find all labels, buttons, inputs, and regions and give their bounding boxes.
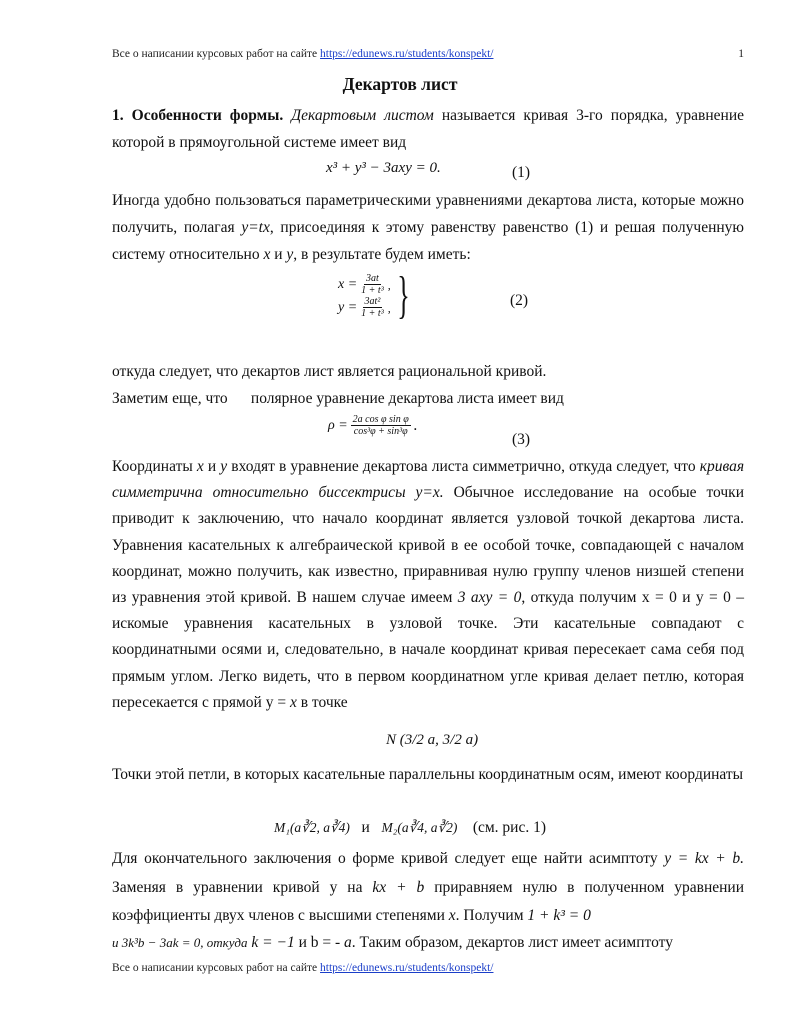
equation-2-tag: (2) [510, 292, 529, 309]
text-fragment: Обычное исследование на особые точки приводит к заключению, что начало координат является узловой точкой декартова листа. Уравнения касательных к алгебраической кривой в ее особой точке, совпадающей с началом координат, можно получить, как известно, приравнивая нулю группу членов низшей степени из уравнения этой кривой. В нашем случае имеем [112, 484, 745, 607]
math-var: x [289, 693, 297, 711]
text-fragment: , присоединяя к этому равенству равенство (1) и решая полученную систему относительно [112, 219, 744, 263]
point-n-name: N [386, 732, 397, 748]
equation-3 [328, 414, 418, 437]
text-fragment: , откуда получим x = 0 и y = 0 – искомые уравнения касательных в узловой точке. Эти касательные совпадают с координатными осями и, следовательно, в начале координат кривая пересекает сама себя под прямым углом. Легко видеть, что в первом координатном угле кривая делает петлю, которая пересекается с прямой y = [112, 589, 745, 711]
point-m2: M₂(a∛4, a∛2) [381, 820, 458, 835]
eq2-x-den: 1 + t³ [361, 285, 384, 296]
text-fragment: Для окончательного заключения о форме кривой следует еще найти асимптоту [112, 850, 658, 867]
text-fragment: Иногда удобно пользоваться параметрическими уравнениями декартова листа, которые можно получить, полагая [112, 192, 744, 236]
math-var: y [220, 458, 228, 475]
text-fragment: Координаты [112, 458, 193, 475]
text-fragment: , в результате будем иметь: [293, 246, 471, 263]
italic-statement: кривая симметрична относительно биссектрисы [112, 458, 745, 502]
header-text: Все о написании курсовых работ на сайте [112, 48, 318, 60]
eq2-y-den: 1 + t³ [361, 308, 384, 319]
math-var: y=tx [241, 219, 270, 236]
text-fragment: в точке [300, 693, 348, 711]
conjunction: и [361, 819, 370, 836]
equation-3-tag: (3) [512, 431, 531, 448]
eq3-num: 2a cos φ sin φ [352, 414, 409, 425]
equation-2: x = $\frac{3at}{\text{1 + t³}}$ , y = $\frac{\text{3at²}}{\text{1 + t³}}$ , } [338, 267, 410, 324]
paragraph-result [112, 932, 744, 954]
math-var: x [196, 458, 204, 475]
math-var: a [344, 934, 352, 951]
eq2-x-num: 3at [366, 273, 379, 284]
eq2-y-fraction [361, 296, 384, 319]
formula-inline: и 3k³b − 3ak = 0, откуда [112, 935, 248, 950]
equation-1: x³ + y³ − 3axy = 0. [326, 160, 441, 176]
page-number: 1 [738, 48, 744, 60]
text-fragment: и b = - [298, 934, 341, 951]
equation-point-n [386, 732, 478, 749]
intro-text: называется кривая 3-го порядка, уравнение которой в прямоугольной системе имеет вид [112, 107, 745, 151]
eq3-den: cos³φ + sin³φ [353, 426, 408, 437]
paragraph-loop-points: Точки этой петли, в которых касательные параллельны координатным осям, имеют координаты [112, 766, 744, 783]
paragraph-symmetry [112, 454, 744, 716]
math-var: x [448, 907, 456, 924]
page-footer [112, 962, 493, 974]
header-link[interactable]: https://edunews.ru/students/konspekt/ [320, 48, 494, 60]
formula-inline: kx + b [372, 878, 425, 896]
point-n-coords: (3/2 a, 3/2 a) [399, 732, 479, 748]
equation-1-tag: (1) [512, 164, 531, 181]
paragraph-asymptote [112, 845, 744, 931]
eq2-x-fraction [361, 273, 384, 296]
math-var: 3 axy = 0 [457, 589, 522, 607]
paragraph-rational: откуда следует, что декартов лист является рациональной кривой. [112, 363, 547, 380]
text-fragment: Заменяя в уравнении кривой y на [112, 878, 363, 896]
text-fragment: и [207, 458, 217, 475]
right-brace: } [396, 267, 410, 324]
paragraph-parametric [112, 187, 744, 268]
eq3-fraction [351, 414, 411, 437]
page-header [112, 48, 744, 60]
text-fragment: приравняем нулю в полученном уравнении коэффициенты двух членов с высшими степенями [112, 878, 745, 924]
eq3-tail: . [413, 416, 418, 434]
paragraph-intro [112, 102, 744, 156]
figure-reference: (см. рис. 1) [472, 819, 547, 836]
math-var: x [263, 246, 271, 263]
eq2-y-num: 3at² [364, 296, 381, 307]
text-fragment: входят в уравнение декартова листа симметрично, откуда следует, что [231, 458, 696, 475]
footer-link[interactable]: https://edunews.ru/students/konspekt/ [320, 962, 494, 974]
paragraph-polar: Заметим еще, что полярное уравнение декартова листа имеет вид [112, 390, 564, 407]
eq2-x-lhs: x = [338, 276, 358, 292]
text-fragment: . Получим [455, 907, 524, 924]
section-label: 1. Особенности формы. [112, 107, 284, 124]
equation-points-m [274, 819, 546, 837]
eq2-y-lhs: y = [338, 299, 358, 315]
point-m1: M₁(a∛2, a∛4) [274, 820, 350, 835]
math-var: y [286, 246, 294, 263]
term-italic: Декартовым листом [291, 107, 434, 124]
eq3-lhs: ρ = [328, 417, 348, 433]
formula-inline: k = −1 [251, 934, 295, 951]
math-var: y=x. [415, 484, 444, 502]
formula-inline: y = kx + b. [664, 850, 745, 867]
text-fragment: и [274, 246, 283, 263]
text-fragment: . Таким образом, декартов лист имеет асимптоту [351, 934, 673, 951]
footer-text: Все о написании курсовых работ на сайте [112, 962, 318, 974]
formula-inline: 1 + k³ = 0 [527, 907, 591, 924]
page-title: Декартов лист [342, 74, 458, 94]
